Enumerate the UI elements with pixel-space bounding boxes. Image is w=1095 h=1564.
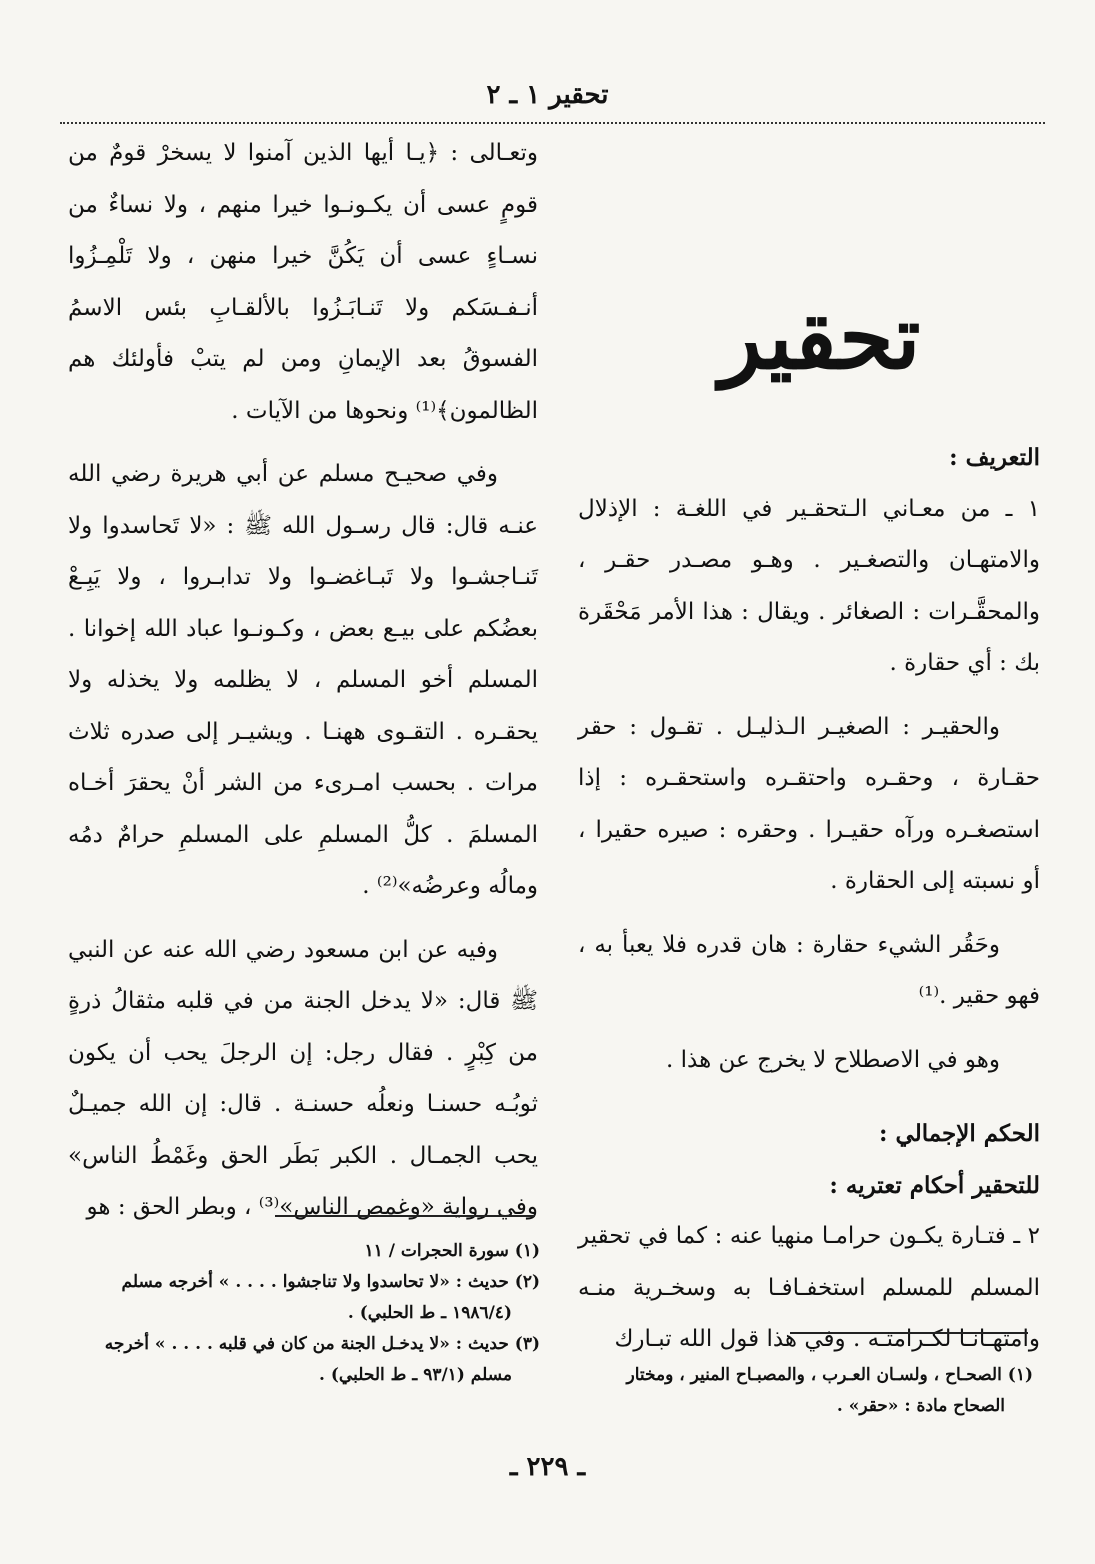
footnote-line: (١) سورة الحجرات / ١١ (364, 1241, 540, 1261)
left-paragraph-3: وفيه عن ابن مسعود رضي الله عنه عن النبي ﷺ قال: «لا يدخل الجنة من في قلبه مثقالُ ذرةٍ من كِبْرٍ . فقال رجل: إن الرجلَ يحب أن يكون ثوبُـه حسنـا ونعلُه حسنـة . قال: إن الله جميـلٌ يحب الجمـال . الكبر بَطَر الحق وغَمْطُ الناس» وفي رواية «وغمص الناس»⁽³⁾ ، وبطر الحق : هو (68, 936, 538, 1220)
footnote-line: الصحاح مادة : «حقر» . (836, 1396, 1005, 1416)
footnote-line: (١) الصحـاح ، ولسـان العـرب ، والمصبـاح المنير ، ومختار (626, 1365, 1033, 1385)
section-heading-definition: التعريف : (949, 444, 1040, 471)
section-heading-ruling: الحكم الإجمالي : (879, 1120, 1040, 1147)
footnotes-left (62, 1236, 540, 1391)
left-paragraph-2: وفي صحيـح مسلم عن أبي هريرة رضي الله عنـه قال: قال رسـول الله ﷺ : «لا تَحاسدوا ولا تَنـاجشـوا ولا تَبـاغضـوا ولا تدابـروا ، ولا يَبِـعْ بعضُكم على بيـع بعض ، وكـونـوا عباد الله إخوانا . المسلم أخو المسلم ، لا يظلمه ولا يخذله ولا يحقـره . التقـوى ههنـا . ويشيـر إلى صدره ثلاث مرات . بحسب امـرىء من الشر أنْ يحقرَ أخـاه المسلمَ . كلُّ المسلمِ على المسلمِ حرامٌ دمُه ومالُه وعرضُه»⁽²⁾ . (68, 461, 538, 899)
entry-title: تحقير (719, 285, 921, 389)
right-paragraph-2: والحقيـر : الصغيـر الـذليـل . تقـول : حقر حقـارة ، وحقـره واحتقـره واستحقـره : إذا استصغـره ورآه حقيـرا . وحقره : صيره حقيرا ، أو نسبته إلى الحقارة . (578, 713, 1040, 894)
running-header: تحقير ١ ـ ٢ (486, 80, 609, 110)
right-paragraph-5: ٢ ـ فتـارة يكـون حرامـا منهيا عنه : كما في تحقير المسلم للمسلم استخفـافـا به وسخـرية منـه وامتهـانـا لكـرامتـه . وفي هذا قول الله تبـارك (578, 1223, 1040, 1352)
right-paragraph-3: وحَقُر الشيء حقارة : هان قدره فلا يعبأ به ، فهو حقير .⁽¹⁾ (578, 931, 1040, 1009)
footnote-rule-right (790, 1332, 1028, 1334)
header-dotted-rule (60, 122, 1045, 124)
footnote-line: مسلم (٩٣/١ ـ ط الحلبي) . (319, 1365, 512, 1385)
footnote-line: (٣) حديث : «لا يدخـل الجنة من كان في قلبه . . . . » أخرجه (104, 1334, 540, 1354)
section-subheading: للتحقير أحكام تعتريه : (829, 1171, 1040, 1199)
footnote-rule-left (275, 1215, 535, 1217)
right-paragraph-1: ١ ـ من معـاني الـتحقـير في اللغـة : الإذلال والامتهـان والتصغـير . وهـو مصـدر حقـر ، والمحقَّـرات : الصغائر . ويقال : هذا الأمر مَحْقَرة بك : أي حقارة . (578, 495, 1040, 676)
page-number: ـ ٢٢٩ ـ (509, 1452, 586, 1482)
footnotes-right (578, 1360, 1033, 1422)
footnote-line: (٢) حديث : «لا تحاسدوا ولا تناجشوا . . . . » أخرجه مسلم (121, 1272, 540, 1292)
right-paragraph-4: وهو في الاصطلاح لا يخرج عن هذا . (666, 1046, 1000, 1073)
right-column (578, 432, 1040, 1378)
left-paragraph-1: وتعـالى : ﴿يـا أيها الذين آمنوا لا يسخرْ قومٌ من قومٍ عسى أن يكـونـوا خيرا منهم ، ولا نساءٌ من نسـاءٍ عسى أن يَكُنَّ خيرا منهن ، ولا تَلْمِـزُوا أنـفـسَكم ولا تَنـابَـزُوا بالألقـابِ بئس الاسمُ الفسوقُ بعد الإيمانِ ومن لم يتبْ فأولئك هم الظالمون﴾⁽¹⁾ ونحوها من الآيات . (68, 140, 538, 424)
footnote-line: (١٩٨٦/٤ ـ ط الحلبي) . (347, 1303, 512, 1323)
left-column (68, 128, 538, 1246)
